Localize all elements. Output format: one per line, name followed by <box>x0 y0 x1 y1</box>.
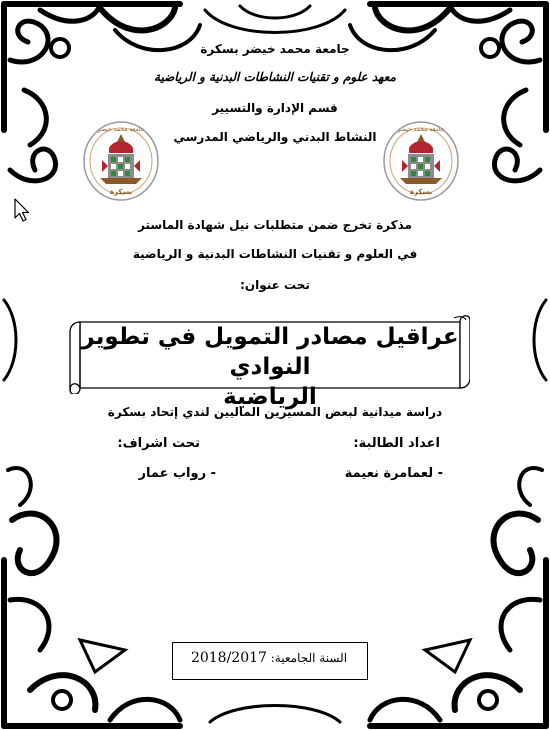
memo-line-2: في العلوم و تقنيات النشاطات البدنية و الرياضية <box>132 247 418 261</box>
thesis-title-line-2: الرياضية <box>223 384 317 410</box>
institute-name: معهد علوم و تقنيات النشاطات البدنية و الرياضية <box>154 70 396 84</box>
thesis-title <box>78 322 462 412</box>
logo-bottom-text: بسكرة <box>109 188 133 196</box>
university-name: جامعة محمد خيضر بسكرة <box>200 42 350 56</box>
study-description: دراسة ميدانية لبعض المسيرين الماليين لندي إتحاد بسكرة <box>107 405 443 419</box>
logo-top-text: جامعة محمد خيضر <box>97 126 145 133</box>
university-logo-right <box>382 120 460 202</box>
student-label: اعداد الطالبة: <box>353 436 440 451</box>
memo-line-1: مذكرة تخرج ضمن متطلبات نيل شهادة الماستر <box>138 218 412 232</box>
title-intro: تحت عنوان: <box>240 278 310 292</box>
logo-bottom-text: بسكرة <box>409 188 433 196</box>
academic-year <box>172 650 366 666</box>
logo-top-text: جامعة محمد خيضر <box>397 126 445 133</box>
specialty-name: النشاط البدني والرياضي المدرسي <box>173 130 377 144</box>
university-logo-left <box>82 120 160 202</box>
supervisor-label: تحت اشراف: <box>117 436 200 451</box>
student-name: - لعمامرة نعيمة <box>344 466 443 481</box>
thesis-title-line-1: عراقيل مصادر التمويل في تطوير النوادي <box>81 324 459 380</box>
department-name: قسم الإدارة والتسيير <box>212 101 338 115</box>
supervisor-name: - رواب عمار <box>138 466 216 481</box>
academic-year-label: السنة الجامعية: <box>270 651 348 665</box>
academic-year-value: 2018/2017 <box>190 650 267 666</box>
